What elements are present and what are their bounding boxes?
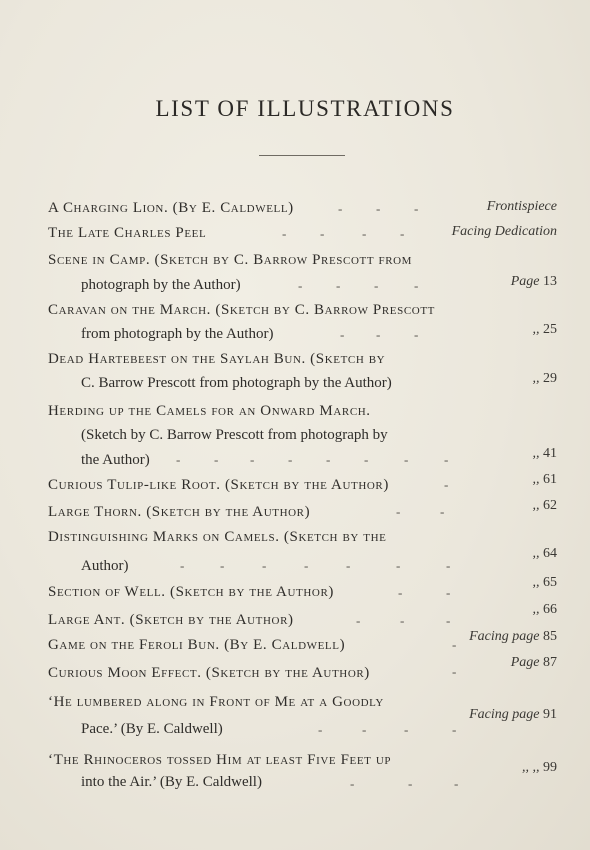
leader-dash: - [362, 226, 367, 241]
page-ref [533, 498, 558, 514]
page-number: 99 [543, 760, 557, 775]
leader-dash: - [400, 613, 405, 628]
list-item-continuation [48, 273, 241, 298]
entry-text: Distinguishing Marks on Camels. (Sketch by the [48, 529, 387, 545]
entry-text: ‘He lumbered along in Front of Me at a Goodly [48, 694, 384, 710]
leader-dash: - [214, 452, 219, 467]
leader-dash: - [446, 558, 451, 573]
leader-dash: - [404, 452, 409, 467]
entry-text: photograph by the Author) [81, 277, 241, 293]
entry-text: Curious Moon Effect. (Sketch by the Author) [48, 665, 370, 681]
page-number: 29 [543, 371, 557, 386]
leader-dash: - [396, 504, 401, 519]
entry-text: Large Ant. (Sketch by the Author) [48, 612, 294, 628]
page-number: 66 [543, 602, 557, 617]
page-ref: Facing Dedication [451, 224, 557, 239]
page-ref [533, 472, 558, 488]
list-item [48, 473, 389, 498]
leader-dash: - [414, 201, 419, 216]
page-label: ,, [532, 322, 540, 337]
leader-dash: - [452, 722, 457, 737]
leader-dash: - [250, 452, 255, 467]
leader-dash: - [454, 776, 459, 791]
page-number: 87 [543, 655, 557, 670]
page-number: 13 [543, 274, 557, 289]
list-item-continuation [48, 322, 273, 347]
page-ref [533, 602, 558, 618]
page-label: ,, [532, 575, 540, 590]
leader-dash: - [356, 613, 361, 628]
leader-dash: - [376, 327, 381, 342]
entry-text: Scene in Camp. (Sketch by C. Barrow Prescott from [48, 252, 413, 268]
page-number: 61 [543, 472, 557, 487]
entry-text: The Late Charles Peel [48, 225, 207, 241]
list-item [48, 690, 384, 715]
entry-text: C. Barrow Prescott from photograph by the Author) [81, 375, 392, 391]
list-item [48, 525, 386, 550]
page-number: 41 [543, 446, 557, 461]
page-ref [533, 322, 558, 338]
leader-dash: - [340, 327, 345, 342]
leader-dash: - [262, 558, 267, 573]
page-ref [533, 446, 558, 462]
page-ref [469, 707, 557, 723]
leader-dash: - [404, 722, 409, 737]
leader-dash: - [400, 226, 405, 241]
list-item [48, 248, 412, 273]
leader-dash: - [180, 558, 185, 573]
leader-dash: - [176, 452, 181, 467]
list-item-continuation [48, 717, 223, 742]
list-item [48, 298, 435, 323]
page-number: 62 [543, 498, 557, 513]
page-label: ,, ,, [522, 760, 540, 775]
page-label: ,, [532, 602, 540, 617]
leader-dash: - [288, 452, 293, 467]
entry-text: A Charging Lion. (By E. Caldwell) [48, 200, 294, 216]
page-ref [533, 546, 558, 562]
page-label: Facing page [469, 629, 540, 644]
page-number: 85 [543, 629, 557, 644]
page-number: 91 [543, 707, 557, 722]
entry-text: Curious Tulip-like Root. (Sketch by the Author) [48, 477, 389, 493]
list-item [48, 196, 294, 221]
leader-dash: - [376, 201, 381, 216]
leader-dash: - [282, 226, 287, 241]
leader-dash: - [364, 452, 369, 467]
leader-dash: - [304, 558, 309, 573]
entry-text: into the Air.’ (By E. Caldwell) [81, 774, 262, 790]
entry-text: Caravan on the March. (Sketch by C. Barrow Prescott [48, 302, 435, 318]
entry-text: from photograph by the Author) [81, 326, 274, 342]
leader-dash: - [446, 613, 451, 628]
page-ref [511, 655, 557, 671]
page-title: LIST OF ILLUSTRATIONS [155, 96, 455, 121]
list-item [48, 399, 371, 424]
list-item-continuation [48, 371, 392, 396]
leader-dash: - [408, 776, 413, 791]
page-label: Page [510, 274, 540, 289]
entry-text: ‘The Rhinoceros tossed Him at least Five Feet up [48, 752, 392, 768]
leader-dash: - [444, 452, 449, 467]
page-label: ,, [532, 546, 540, 561]
list-item [48, 221, 206, 246]
leader-dash: - [338, 201, 343, 216]
leader-dash: - [320, 226, 325, 241]
page-ref [522, 760, 557, 776]
entry-text: the Author) [81, 452, 150, 468]
list-item-continuation [48, 554, 129, 579]
entry-text: Author) [81, 558, 129, 574]
page-number: 65 [543, 575, 557, 590]
entry-text: Pace.’ (By E. Caldwell) [81, 721, 223, 737]
entry-text: Dead Hartebeest on the Saylah Bun. (Sketch by [48, 351, 386, 367]
leader-dash: - [444, 477, 449, 492]
leader-dash: - [350, 776, 355, 791]
list-item [48, 608, 294, 633]
entry-text: Game on the Feroli Bun. (By E. Caldwell) [48, 637, 346, 653]
leader-dash: - [398, 585, 403, 600]
leader-dash: - [362, 722, 367, 737]
page-ref [469, 629, 557, 645]
page-label: Facing page [469, 707, 540, 722]
leader-dash: - [374, 278, 379, 293]
leader-dash: - [220, 558, 225, 573]
list-item [48, 661, 370, 686]
leader-dash: - [396, 558, 401, 573]
page-ref [533, 371, 558, 387]
page-label: Page [510, 655, 540, 670]
list-item [48, 347, 385, 372]
page-label: ,, [532, 371, 540, 386]
leader-dash: - [414, 278, 419, 293]
page-label: ,, [532, 472, 540, 487]
entry-text: Herding up the Camels for an Onward March. [48, 403, 371, 419]
leader-dash: - [452, 664, 457, 679]
leader-dash: - [326, 452, 331, 467]
page-ref [533, 575, 558, 591]
list-item-continuation [48, 423, 388, 448]
entry-text: Section of Well. (Sketch by the Author) [48, 584, 334, 600]
page-ref [511, 274, 557, 290]
leader-dash: - [414, 327, 419, 342]
entry-text: Large Thorn. (Sketch by the Author) [48, 504, 311, 520]
list-item-continuation [48, 770, 262, 795]
page-label: ,, [532, 446, 540, 461]
leader-dash: - [440, 504, 445, 519]
page-number: 25 [543, 322, 557, 337]
page-number: 64 [543, 546, 557, 561]
leader-dash: - [452, 637, 457, 652]
leader-dash: - [446, 585, 451, 600]
leader-dash: - [336, 278, 341, 293]
list-item [48, 633, 345, 658]
page-ref: Frontispiece [486, 199, 557, 214]
page-label: ,, [532, 498, 540, 513]
leader-dash: - [346, 558, 351, 573]
list-item-continuation [48, 448, 150, 473]
title-rule [259, 155, 345, 156]
list-item [48, 500, 310, 525]
leader-dash: - [318, 722, 323, 737]
list-item [48, 580, 334, 605]
leader-dash: - [298, 278, 303, 293]
entry-text: (Sketch by C. Barrow Prescott from photograph by [81, 427, 388, 443]
